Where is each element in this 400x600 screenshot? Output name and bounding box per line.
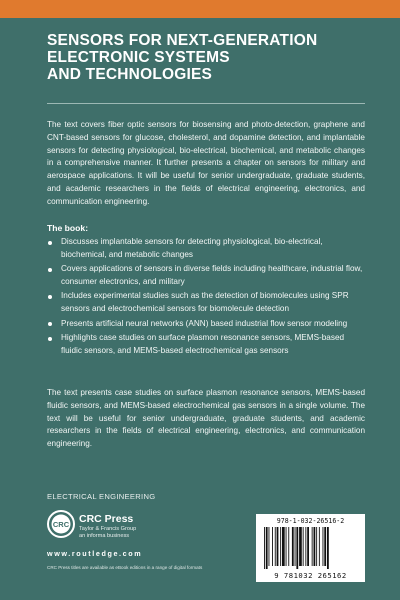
barcode-bars bbox=[262, 527, 359, 569]
barcode-bar bbox=[324, 527, 326, 566]
barcode-bar bbox=[277, 527, 279, 566]
logo-text: CRC bbox=[52, 520, 70, 529]
ebook-note: CRC Press titles are available as eBook editions in a range of digital formats bbox=[47, 565, 203, 570]
barcode-bar bbox=[296, 527, 298, 569]
barcode-bar bbox=[295, 527, 296, 566]
publisher-group bbox=[79, 526, 136, 540]
feature-list bbox=[47, 236, 365, 359]
top-accent-bar bbox=[0, 0, 400, 18]
barcode-bar bbox=[319, 527, 320, 566]
crc-press-logo-icon bbox=[47, 510, 75, 538]
list-item: Highlights case studies on surface plasmon resonance sensors, MEMS-based fluidic sensors, and MEMS-based electrochemical gas sensors bbox=[47, 332, 365, 357]
barcode-bar bbox=[314, 527, 316, 566]
barcode-bar bbox=[316, 527, 317, 566]
description-paragraph: The text covers fiber optic sensors for biosensing and photo-detection, graphene and CNT-based sensors for glucose, cholesterol, and dopamine detection, and implantable sensors for detecting physiological, bio-electrical, biochemical, and metabolic changes in a comprehensive manner. It further presents a chapter on sensors for military and aerospace applications. It will be useful for senior undergraduate, graduate students, and academic researchers in the fields of electrical engineering, electronics, and communication engineering. bbox=[47, 120, 365, 206]
barcode-bar bbox=[327, 527, 329, 569]
list-item: Presents artificial neural networks (ANN) based industrial flow sensor modeling bbox=[47, 318, 365, 331]
book-title bbox=[47, 32, 367, 83]
barcode-bar bbox=[303, 527, 304, 566]
barcode-bar bbox=[272, 527, 273, 566]
barcode-bar bbox=[280, 527, 281, 566]
barcode-bar bbox=[305, 527, 306, 566]
publisher-line-1: Taylor & Francis Group bbox=[79, 526, 137, 532]
title-line-2: ELECTRONIC SYSTEMS bbox=[47, 49, 230, 66]
barcode-bar bbox=[282, 527, 285, 566]
subject-category: ELECTRICAL ENGINEERING bbox=[47, 492, 156, 501]
ean-digits: 9 781032 265162 bbox=[274, 571, 347, 580]
barcode-bar bbox=[312, 527, 313, 566]
publisher-line-2: an informa business bbox=[79, 533, 130, 539]
title-line-1: SENSORS FOR NEXT-GENERATION bbox=[47, 32, 318, 49]
barcode-bar bbox=[299, 527, 302, 566]
barcode-bar bbox=[269, 527, 270, 566]
publisher-name: CRC Press bbox=[79, 513, 134, 525]
isbn-barcode bbox=[256, 514, 365, 582]
list-item: Discusses implantable sensors for detecting physiological, bio-electrical, biochemical, and metabolic changes bbox=[47, 236, 365, 261]
barcode-bar bbox=[275, 527, 276, 566]
list-item: Includes experimental studies such as the detection of biomolecules using SPR sensors and electrochemical sensors for biomolecule detection bbox=[47, 290, 365, 315]
title-line-3: AND TECHNOLOGIES bbox=[47, 66, 213, 83]
barcode-bar bbox=[292, 527, 294, 566]
isbn-text: 978-1-032-26516-2 bbox=[276, 517, 345, 525]
publisher-url: www.routledge.com bbox=[47, 549, 143, 558]
summary-paragraph: The text presents case studies on surface plasmon resonance sensors, MEMS-based fluidic sensors, and MEMS-based electrochemical gas sensors in a single volume. The text will be useful for senior undergraduate, graduate students, and academic researchers in the fields of electrical engineering, electronics, and communication engineering. bbox=[47, 388, 365, 449]
title-divider bbox=[47, 103, 365, 104]
barcode-bar bbox=[286, 527, 287, 566]
barcode-bar bbox=[288, 527, 289, 566]
barcode-bar bbox=[323, 527, 324, 566]
barcode-bar bbox=[264, 527, 265, 569]
book-features-heading: The book: bbox=[47, 223, 89, 233]
barcode-bar bbox=[266, 527, 268, 569]
barcode-bar bbox=[307, 527, 309, 566]
list-item: Covers applications of sensors in diverse fields including healthcare, industrial flow, consumer electronics, and military bbox=[47, 263, 365, 288]
